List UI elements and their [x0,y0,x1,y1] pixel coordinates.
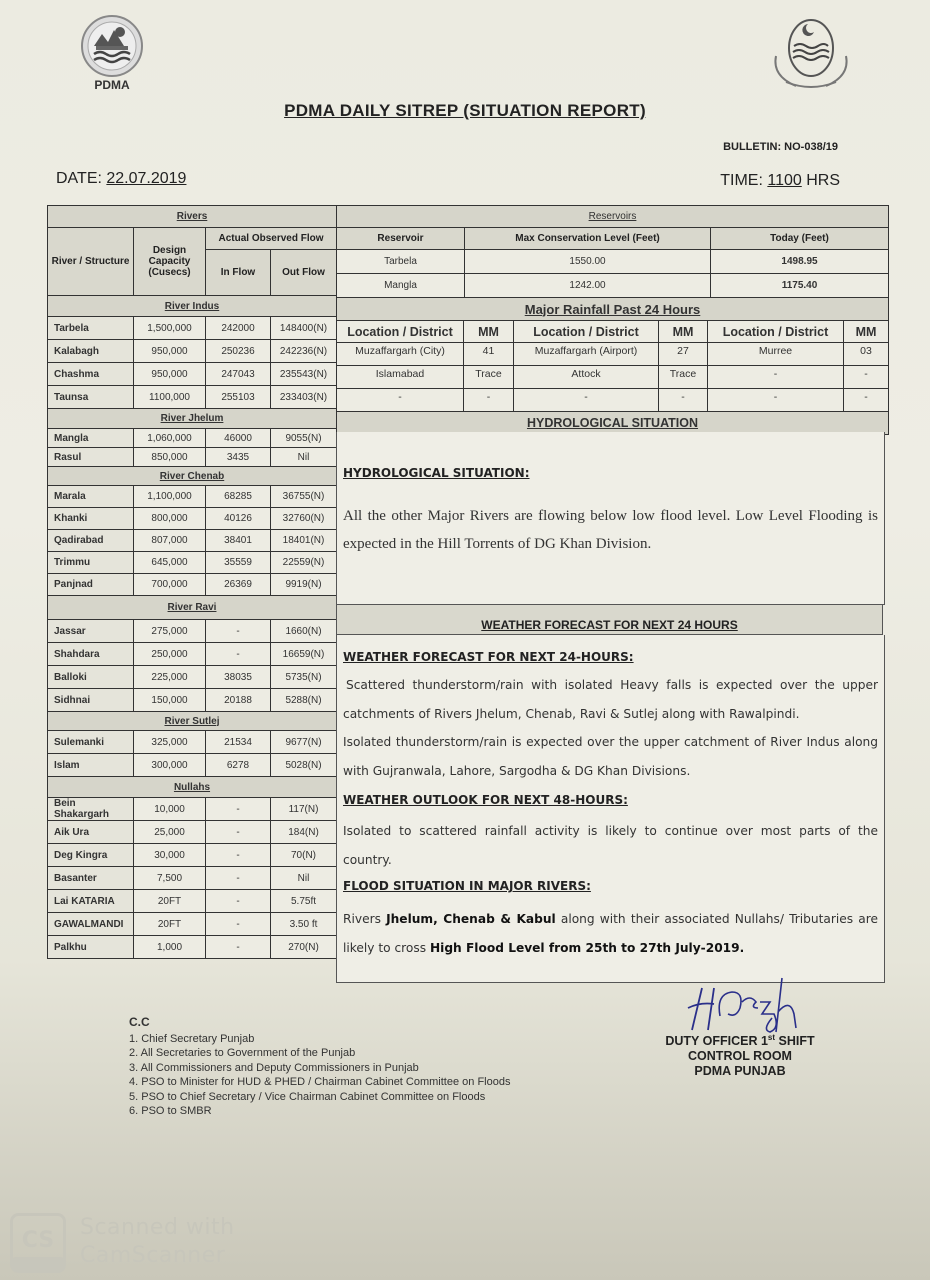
river-outflow: 148400(N) [271,317,337,340]
river-structure: Marala [48,486,134,508]
rainfall-table [336,297,889,435]
river-capacity: 20FT [134,913,206,936]
rain-location: - [708,366,844,389]
outlook-heading: WEATHER OUTLOOK FOR NEXT 48-HOURS: [343,793,628,807]
river-outflow: 5028(N) [271,754,337,777]
reservoirs-title: Reservoirs [337,206,889,228]
signature-title-shift: SHIFT [775,1034,815,1049]
reservoir-today: 1175.40 [711,274,889,298]
river-row [48,448,337,467]
river-outflow: 235543(N) [271,363,337,386]
river-outflow: 1660(N) [271,620,337,643]
watermark-line-1: Scanned with [80,1215,235,1240]
col-header-location: Location / District [514,321,659,343]
river-capacity: 30,000 [134,844,206,867]
river-inflow: - [206,821,271,844]
flood-heading: FLOOD SITUATION IN MAJOR RIVERS: [343,879,591,893]
rain-location: Muzaffargarh (City) [337,343,464,366]
river-section-title: River Chenab [48,467,337,486]
col-header-mm: MM [659,321,708,343]
river-outflow: 5288(N) [271,689,337,712]
river-capacity: 807,000 [134,530,206,552]
river-outflow: 9919(N) [271,574,337,596]
river-capacity: 1,000 [134,936,206,959]
signature-title-text: DUTY OFFICER 1 [665,1034,768,1049]
river-structure: Mangla [48,429,134,448]
river-capacity: 300,000 [134,754,206,777]
river-outflow: 3.50 ft [271,913,337,936]
reservoir-name: Mangla [337,274,465,298]
river-inflow: 20188 [206,689,271,712]
river-capacity: 10,000 [134,798,206,821]
reservoirs-table [336,205,889,298]
time-label: TIME: [720,172,768,189]
river-row [48,574,337,596]
river-row [48,386,337,409]
reservoir-today: 1498.95 [711,250,889,274]
report-title: PDMA DAILY SITREP (SITUATION REPORT) [284,101,646,120]
river-capacity: 325,000 [134,731,206,754]
river-capacity: 7,500 [134,867,206,890]
river-section-title: Nullahs [48,777,337,798]
river-outflow: 242236(N) [271,340,337,363]
river-inflow: 46000 [206,429,271,448]
cc-list [129,1015,510,1119]
river-row [48,363,337,386]
flood-text [343,905,878,962]
river-inflow: - [206,620,271,643]
river-capacity: 25,000 [134,821,206,844]
river-row [48,530,337,552]
river-inflow: - [206,936,271,959]
rainfall-title: Major Rainfall Past 24 Hours [337,298,889,321]
river-capacity: 250,000 [134,643,206,666]
river-capacity: 1,060,000 [134,429,206,448]
signature-block [640,1030,840,1079]
river-inflow: 38035 [206,666,271,689]
river-inflow: - [206,643,271,666]
rainfall-row [337,343,889,366]
rain-mm: Trace [659,366,708,389]
time-unit: HRS [801,172,840,189]
hydrological-panel [336,432,885,605]
cc-item: 1. Chief Secretary Punjab [129,1032,255,1045]
col-header-reservoir: Reservoir [337,228,465,250]
river-inflow: 255103 [206,386,271,409]
punjab-government-emblem [766,16,856,92]
river-inflow: - [206,867,271,890]
river-structure: Bein Shakargarh [48,798,134,821]
river-row [48,844,337,867]
river-capacity: 645,000 [134,552,206,574]
col-header-today: Today (Feet) [711,228,889,250]
col-header-structure: River / Structure [48,228,134,296]
camscanner-logo-text: CS [21,1228,55,1253]
river-inflow: 247043 [206,363,271,386]
river-outflow: 32760(N) [271,508,337,530]
river-outflow: Nil [271,448,337,467]
reservoir-max: 1550.00 [465,250,711,274]
rain-location: - [514,389,659,412]
river-row [48,620,337,643]
river-structure: Balloki [48,666,134,689]
river-capacity: 1100,000 [134,386,206,409]
river-inflow: - [206,890,271,913]
river-inflow: 35559 [206,552,271,574]
rain-location: Islamabad [337,366,464,389]
reservoir-name: Tarbela [337,250,465,274]
rivers-table [47,205,337,959]
camscanner-watermark [80,1214,235,1270]
river-inflow: 21534 [206,731,271,754]
river-inflow: 3435 [206,448,271,467]
signature-title [640,1030,840,1049]
river-row [48,317,337,340]
river-capacity: 950,000 [134,340,206,363]
flood-rivers: Jhelum, Chenab & Kabul [386,912,556,926]
river-inflow: - [206,913,271,936]
river-outflow: 270(N) [271,936,337,959]
signature-org: PDMA PUNJAB [694,1064,786,1079]
rain-mm: - [844,366,889,389]
river-inflow: - [206,844,271,867]
river-row [48,340,337,363]
river-structure: Trimmu [48,552,134,574]
date-label: DATE: [56,170,107,187]
report-time [640,172,840,190]
river-row [48,731,337,754]
forecast-text-2: Isolated thunderstorm/rain is expected over the upper catchment of River Indus along with Gujranwala, Lahore, Sargodha & DG Khan Divisions. [343,735,878,778]
col-header-mm: MM [464,321,514,343]
river-capacity: 700,000 [134,574,206,596]
river-structure: Basanter [48,867,134,890]
river-row [48,643,337,666]
river-structure: GAWALMANDI [48,913,134,936]
river-outflow: 18401(N) [271,530,337,552]
river-capacity: 20FT [134,890,206,913]
reservoir-row [337,274,889,298]
river-outflow: 9677(N) [271,731,337,754]
signature-title-sup: st [767,1033,776,1042]
rainfall-row [337,389,889,412]
river-row [48,429,337,448]
river-row [48,913,337,936]
river-capacity: 950,000 [134,363,206,386]
river-structure: Chashma [48,363,134,386]
river-inflow: 40126 [206,508,271,530]
rain-mm: 27 [659,343,708,366]
river-outflow: 22559(N) [271,552,337,574]
cc-item: 6. PSO to SMBR [129,1105,212,1117]
river-section-title: River Indus [48,296,337,317]
rain-mm: 41 [464,343,514,366]
hydrological-heading: HYDROLOGICAL SITUATION: [343,466,530,480]
river-structure: Tarbela [48,317,134,340]
river-structure: Lai KATARIA [48,890,134,913]
forecast-heading: WEATHER FORECAST FOR NEXT 24-HOURS: [343,650,634,664]
pdma-logo-label: PDMA [94,78,130,92]
river-structure: Shahdara [48,643,134,666]
rain-mm: - [659,389,708,412]
handwritten-signature [670,968,840,1038]
river-capacity: 150,000 [134,689,206,712]
col-header-max-level: Max Conservation Level (Feet) [465,228,711,250]
date-value: 22.07.2019 [106,170,187,187]
col-header-location: Location / District [337,321,464,343]
river-section-title: River Ravi [48,596,337,620]
river-outflow: 5735(N) [271,666,337,689]
col-header-mm: MM [844,321,889,343]
river-row [48,486,337,508]
river-structure: Panjnad [48,574,134,596]
col-header-capacity: Design Capacity (Cusecs) [134,228,206,296]
river-inflow: 6278 [206,754,271,777]
rain-mm: Trace [464,366,514,389]
river-structure: Jassar [48,620,134,643]
river-structure: Taunsa [48,386,134,409]
river-row [48,798,337,821]
river-inflow: 38401 [206,530,271,552]
river-row [48,890,337,913]
weather-section-title: WEATHER FORECAST FOR NEXT 24 HOURS [481,618,738,632]
reservoir-max: 1242.00 [465,274,711,298]
river-row [48,936,337,959]
bulletin-number: BULLETIN: NO-038/19 [723,141,838,153]
river-structure: Sidhnai [48,689,134,712]
col-header-inflow: In Flow [206,250,271,296]
cc-item: 5. PSO to Chief Secretary / Vice Chairman Cabinet Committee on Floods [129,1090,486,1103]
rain-mm: 03 [844,343,889,366]
river-structure: Khanki [48,508,134,530]
rain-mm: - [844,389,889,412]
river-capacity: 850,000 [134,448,206,467]
river-outflow: Nil [271,867,337,890]
river-row [48,867,337,890]
river-structure: Deg Kingra [48,844,134,867]
weather-panel [336,635,885,983]
rivers-title: Rivers [48,206,337,228]
col-header-observed: Actual Observed Flow [206,228,337,250]
river-row [48,552,337,574]
river-inflow: 250236 [206,340,271,363]
report-date [56,170,186,188]
river-inflow: - [206,798,271,821]
col-header-location: Location / District [708,321,844,343]
river-capacity: 275,000 [134,620,206,643]
hydrological-text: All the other Major Rivers are flowing below low flood level. Low Level Flooding is expected in the Hill Torrents of DG Khan Division. [343,508,878,552]
river-section-title: River Jhelum [48,409,337,429]
cc-item: 4. PSO to Minister for HUD & PHED / Chairman Cabinet Committee on Floods [129,1076,511,1088]
flood-text-part: along with their associated Nullahs/ Tributaries are likely to cross [343,912,878,955]
river-row [48,754,337,777]
reservoir-row [337,250,889,274]
signature-office: CONTROL ROOM [688,1049,792,1064]
flood-level-dates: High Flood Level from 25th to 27th July-2019. [429,940,745,955]
camscanner-logo [10,1213,66,1273]
river-inflow: 68285 [206,486,271,508]
river-structure: Islam [48,754,134,777]
rain-mm: - [464,389,514,412]
outlook-text: Isolated to scattered rainfall activity is likely to continue over most parts of the country. [343,824,878,867]
river-outflow: 184(N) [271,821,337,844]
flood-text-part: Rivers [343,912,387,926]
river-capacity: 1,100,000 [134,486,206,508]
river-outflow: 5.75ft [271,890,337,913]
river-inflow: 242000 [206,317,271,340]
rain-location: Attock [514,366,659,389]
river-capacity: 225,000 [134,666,206,689]
river-outflow: 233403(N) [271,386,337,409]
river-structure: Qadirabad [48,530,134,552]
river-row [48,508,337,530]
river-structure: Aik Ura [48,821,134,844]
rain-location: Muzaffargarh (Airport) [514,343,659,366]
cc-item: 2. All Secretaries to Government of the Punjab [129,1047,356,1059]
weather-section-header [336,604,883,635]
river-inflow: 26369 [206,574,271,596]
cc-item: 3. All Commissioners and Deputy Commissioners in Punjab [129,1061,419,1074]
river-structure: Sulemanki [48,731,134,754]
rain-location: Murree [708,343,844,366]
river-capacity: 800,000 [134,508,206,530]
river-row [48,689,337,712]
river-row [48,821,337,844]
pdma-logo [80,14,144,78]
river-outflow: 70(N) [271,844,337,867]
col-header-outflow: Out Flow [271,250,337,296]
rain-location: - [337,389,464,412]
watermark-line-2: CamScanner [80,1243,226,1268]
time-value: 1100 [767,172,802,189]
river-structure: Rasul [48,448,134,467]
rainfall-row [337,366,889,389]
river-row [48,666,337,689]
forecast-text-1: Scattered thunderstorm/rain with isolated Heavy falls is expected over the upper catchments of Rivers Jhelum, Chenab, Ravi & Sutlej along with Rawalpindi. [343,678,878,721]
river-outflow: 36755(N) [271,486,337,508]
river-capacity: 1,500,000 [134,317,206,340]
river-outflow: 117(N) [271,798,337,821]
cc-title: C.C [129,1015,150,1029]
river-structure: Kalabagh [48,340,134,363]
river-section-title: River Sutlej [48,712,337,731]
river-structure: Palkhu [48,936,134,959]
rain-location: - [708,389,844,412]
river-outflow: 16659(N) [271,643,337,666]
river-outflow: 9055(N) [271,429,337,448]
hydrological-section-title: HYDROLOGICAL SITUATION [337,412,889,435]
